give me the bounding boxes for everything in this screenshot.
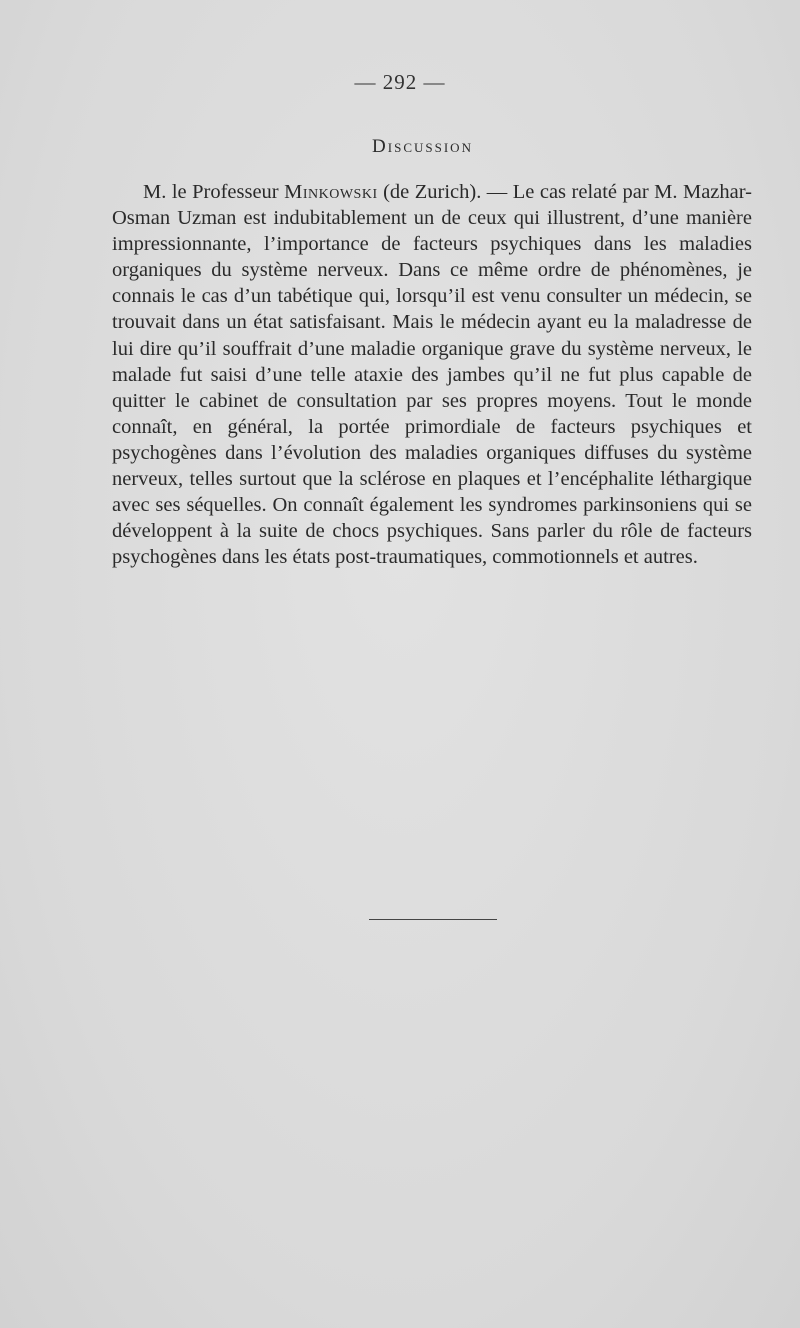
- section-title: Discussion: [372, 136, 473, 157]
- paragraph-text: (de Zurich). — Le cas relaté par M. Mazhar-Osman Uzman est indubitablement un de ceux qui illustrent, d’une manière impressionnante, l’importance de facteurs psychiques dans les maladies organiques du système nerveux. Dans ce même ordre de phénomènes, je connais le cas d’un tabétique qui, lorsqu’il est venu consulter un médecin, se trouvait dans un état satisfaisant. Mais le médecin ayant eu la maladresse de lui dire qu’il souffrait d’une maladie organique grave du système nerveux, le malade fut saisi d’une telle ataxie des jambes qu’il ne fut plus capable de quitter le cabinet de consultation par ses propres moyens. Tout le monde connaît, en général, la portée primordiale de facteurs psychiques et psychogènes dans l’évolution des maladies organiques diffuses du système nerveux, telles surtout que la sclérose en plaques et l’encéphalite léthargique avec ses séquelles. On connaît également les syndromes parkinsoniens qui se développent à la suite de chocs psychiques. Sans parler du rôle de facteurs psychogènes dans les états post-traumatiques, commotionnels et autres.: [112, 181, 752, 569]
- discussion-paragraph: [112, 179, 752, 570]
- end-rule: [369, 919, 497, 920]
- page-number: — 292 —: [354, 70, 446, 94]
- speaker-name: Minkowski: [284, 181, 378, 203]
- speaker-prefix: M. le Professeur: [143, 181, 285, 203]
